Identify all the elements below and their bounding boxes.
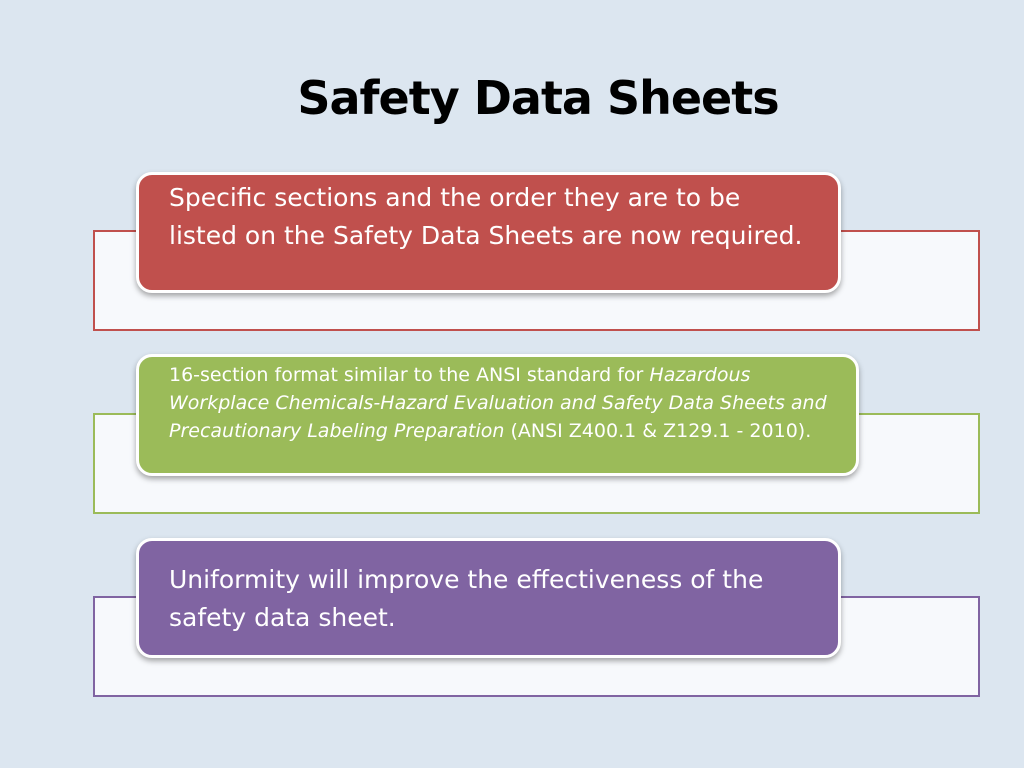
item-3-text: Uniformity will improve the effectiveness of the safety data sheet. xyxy=(169,565,764,632)
item-2-text-prefix: 16-section format similar to the ANSI standard for xyxy=(169,364,650,386)
item-2-text-suffix: (ANSI Z400.1 & Z129.1 - 2010). xyxy=(504,420,812,442)
item-3-card xyxy=(136,538,841,658)
item-2-card xyxy=(136,354,859,476)
item-1-card xyxy=(136,172,841,293)
slide-title: Safety Data Sheets xyxy=(297,71,779,125)
item-1-text: Specific sections and the order they are to be listed on the Safety Data Sheets are now required. xyxy=(169,183,803,250)
item-2-text-italic: Hazardous Workplace Chemicals-Hazard Evaluation and Safety Data Sheets and Precautionary Labeling Preparation xyxy=(169,364,827,442)
